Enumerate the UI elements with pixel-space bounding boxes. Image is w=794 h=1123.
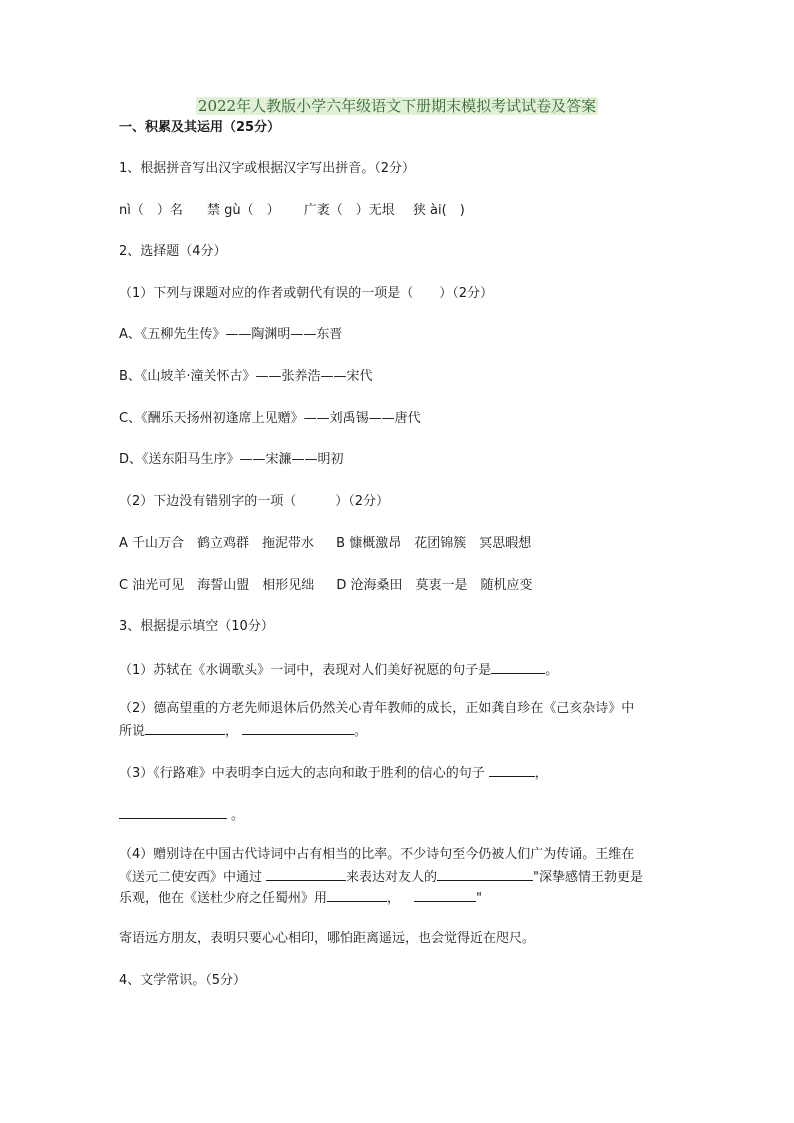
question-2-sub-2: （2）下边没有错别字的一项（ ）（2分） [119, 494, 390, 509]
fill-2-line-2: 所说 ， 。 [119, 721, 367, 741]
option-b: B 慷概激昂 花团锦簇 冥思暇想 [336, 536, 532, 551]
option-b: B、《山坡羊·潼关怀古》——张养浩——宋代 [119, 369, 373, 384]
question-4-stem: 4、文学常识。（5分） [119, 973, 247, 988]
option-d: D、《送东阳马生序》——宋濂——明初 [119, 452, 344, 467]
option-c: C 油光可见 海誓山盟 相形见绌 [119, 578, 315, 593]
fill-2-line-1: （2）德高望重的方老先师退休后仍然关心青年教师的成长，正如龚自珍在《己亥杂诗》中 [119, 701, 635, 716]
section-heading: 一、积累及其运用（25分） [119, 120, 281, 135]
answer-blank[interactable] [242, 721, 354, 735]
answer-blank[interactable] [489, 763, 535, 777]
answer-blank[interactable] [266, 867, 346, 881]
fill-4-line-2: 《送元二使安西》中通过 来表达对友人的 "深挚感情王勃更是 [119, 867, 643, 887]
pinyin-item: 禁 gù（ ） [207, 203, 280, 218]
fill-3: （3）《行路难》中表明李白远大的志向和敢于胜利的信心的句子 ， [119, 763, 548, 783]
option-a: A 千山万合 鹤立鸡群 拖泥带水 [119, 536, 315, 551]
options-cd [119, 577, 533, 595]
options-ab [119, 535, 531, 553]
option-c: C、《酬乐天扬州初逢席上见赠》——刘禹锡——唐代 [119, 411, 421, 426]
question-2-sub-1: （1）下列与课题对应的作者或朝代有误的一项是（ ）（2分） [119, 286, 494, 301]
answer-blank[interactable] [327, 888, 387, 902]
fill-1: （1）苏轼在《水调歌头》一词中，表现对人们美好祝愿的句子是 。 [119, 660, 558, 680]
pinyin-item: 狭 ài( ) [412, 203, 465, 218]
page-title: 2022年人教版小学六年级语文下册期末模拟考试试卷及答案 [197, 97, 597, 115]
pinyin-item: 广袤（ ）无垠 [303, 203, 395, 218]
fill-4-line-4: 寄语远方朋友，表明只要心心相印，哪怕距离遥远，也会觉得近在咫尺。 [119, 931, 536, 946]
answer-blank[interactable] [437, 867, 533, 881]
question-3-stem: 3、根据提示填空（10分） [119, 619, 274, 634]
fill-4-line-1: （4）赠别诗在中国古代诗词中占有相当的比率。不少诗句至今仍被人们广为传诵。王维在 [119, 847, 635, 862]
answer-blank[interactable] [414, 888, 476, 902]
option-a: A、《五柳先生传》——陶渊明——东晋 [119, 327, 343, 342]
question-2-stem: 2、选择题（4分） [119, 244, 227, 259]
fill-4-line-3: 乐观，他在《送杜少府之任蜀州》用 ， " [119, 888, 482, 908]
fill-3-line-2: 。 [119, 805, 244, 825]
answer-blank[interactable] [145, 721, 225, 735]
question-1-items [119, 202, 465, 220]
option-d: D 沧海桑田 莫衷一是 随机应变 [336, 578, 533, 593]
question-1-stem: 1、根据拼音写出汉字或根据汉字写出拼音。（2分） [119, 161, 416, 176]
answer-blank[interactable] [491, 660, 545, 674]
answer-blank[interactable] [119, 805, 227, 819]
pinyin-item: nì（ ）名 [119, 203, 183, 218]
